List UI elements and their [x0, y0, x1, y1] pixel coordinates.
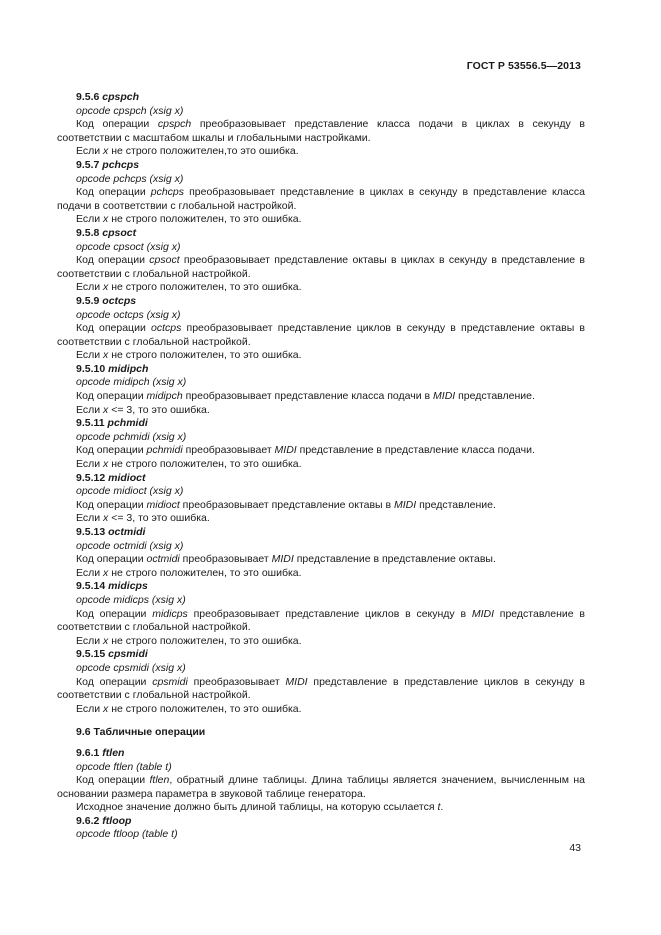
entry-heading: 9.5.14 midicps: [76, 580, 148, 593]
opcode-signature: opcode cpsmidi (xsig x): [76, 661, 186, 674]
entry-description: Код операции octcps преобразовывает представление циклов в секунду в представление октавы в соответствии с глобальной настройкой.: [57, 322, 585, 348]
opcode-name: cpsoct: [102, 226, 137, 239]
opcode-signature: opcode ftlen (table t): [76, 760, 172, 773]
opcode-name: ftloop: [102, 814, 132, 827]
entry-error-note: Если x не строго положителен, то это ошибка.: [76, 349, 302, 362]
entry-description: Код операции octmidi преобразовывает MIDI представление в представление октавы.: [76, 553, 496, 566]
entry-description: Код операции midipch преобразовывает представление класса подачи в MIDI представление.: [76, 390, 535, 403]
entry-error-note: Если x <= 3, то это ошибка.: [76, 512, 210, 525]
document-body: [57, 91, 585, 842]
entry-heading: 9.5.8 cpsoct: [76, 226, 137, 239]
entry-description: Код операции ftlen, обратный длине таблицы. Длина таблицы является значением, вычисленным на основании размера параметра в звуковой таблице генератора.: [57, 774, 585, 800]
opcode-name: octmidi: [108, 526, 146, 538]
opcode-signature: opcode cpsoct (xsig x): [76, 240, 181, 253]
opcode-signature: opcode pchcps (xsig x): [76, 172, 184, 185]
entry-description: Код операции cpspch преобразовывает представление класса подачи в циклах в секунду в соответствии с масштабом шкалы и глобальными настройками.: [57, 118, 585, 144]
entry-heading: 9.5.9 octcps: [76, 294, 137, 307]
entry-error-note: Если x <= 3, то это ошибка.: [76, 403, 210, 416]
entry-error-note: Если x не строго положителен, то это ошибка.: [76, 458, 302, 471]
entry-description: Код операции pchmidi преобразовывает MIDI представление в представление класса подачи.: [76, 444, 535, 457]
entry-heading: 9.5.10 midipch: [76, 362, 149, 375]
entry-description: Код операции cpsmidi преобразовывает MIDI представление в представление циклов в секунду в соответствии с глобальной настройкой.: [57, 675, 585, 702]
opcode-signature: opcode midicps (xsig x): [76, 593, 186, 606]
entry-error-note: Если x не строго положителен,то это ошибка.: [76, 145, 299, 158]
page-number: 43: [569, 842, 581, 854]
section-heading: 9.6 Табличные операции: [76, 726, 206, 739]
entry-error-note: Если x не строго положителен, то это ошибка.: [76, 566, 302, 579]
entry-description: Код операции midicps преобразовывает представление циклов в секунду в MIDI представление в соответствии с глобальной настройкой.: [57, 607, 585, 634]
entry-heading: 9.5.15 cpsmidi: [76, 648, 148, 661]
entry-initial-value-note: Исходное значение должно быть длиной таблицы, на которую ссылается t.: [76, 801, 444, 814]
entry-heading: 9.5.6 cpspch: [76, 91, 140, 103]
opcode-signature: opcode ftloop (table t): [76, 828, 178, 841]
entry-error-note: Если x не строго положителен, то это ошибка.: [76, 213, 302, 226]
opcode-name: cpspch: [102, 91, 140, 103]
opcode-signature: opcode midioct (xsig x): [76, 485, 184, 498]
entry-error-note: Если x не строго положителен, то это ошибка.: [76, 281, 302, 294]
opcode-name: cpsmidi: [108, 648, 148, 661]
opcode-name: pchmidi: [107, 417, 148, 430]
opcode-name: midicps: [108, 580, 148, 593]
opcode-signature: opcode pchmidi (xsig x): [76, 430, 187, 443]
entry-heading: 9.6.1 ftlen: [76, 746, 125, 759]
entry-heading: 9.5.13 octmidi: [76, 526, 146, 538]
entry-heading: 9.5.7 pchcps: [76, 158, 140, 171]
opcode-signature: opcode midipch (xsig x): [76, 376, 187, 389]
entry-error-note: Если x не строго положителен, то это ошибка.: [76, 702, 302, 715]
entry-description: Код операции cpsoct преобразовывает представление октавы в циклах в секунду в представление в соответствии с глобальной настройкой.: [57, 254, 585, 280]
entry-heading: 9.5.11 pchmidi: [76, 417, 148, 430]
entry-heading: 9.6.2 ftloop: [76, 814, 132, 827]
opcode-name: ftlen: [102, 746, 125, 759]
opcode-name: midipch: [108, 362, 149, 375]
opcode-name: pchcps: [102, 158, 140, 171]
entry-error-note: Если x не строго положителен, то это ошибка.: [76, 634, 302, 647]
opcode-signature: opcode cpspch (xsig x): [76, 104, 184, 117]
entry-description: Код операции pchcps преобразовывает представление в циклах в секунду в представление класса подачи в соответствии с глобальной настройкой.: [57, 186, 585, 212]
opcode-signature: opcode octcps (xsig x): [76, 308, 181, 321]
opcode-signature: opcode octmidi (xsig x): [76, 539, 184, 552]
entry-description: Код операции midioct преобразовывает представление октавы в MIDI представление.: [76, 498, 496, 511]
opcode-name: octcps: [102, 294, 137, 307]
document-header: ГОСТ Р 53556.5—2013: [466, 60, 581, 72]
entry-heading: 9.5.12 midioct: [76, 471, 146, 484]
opcode-name: midioct: [108, 471, 146, 484]
